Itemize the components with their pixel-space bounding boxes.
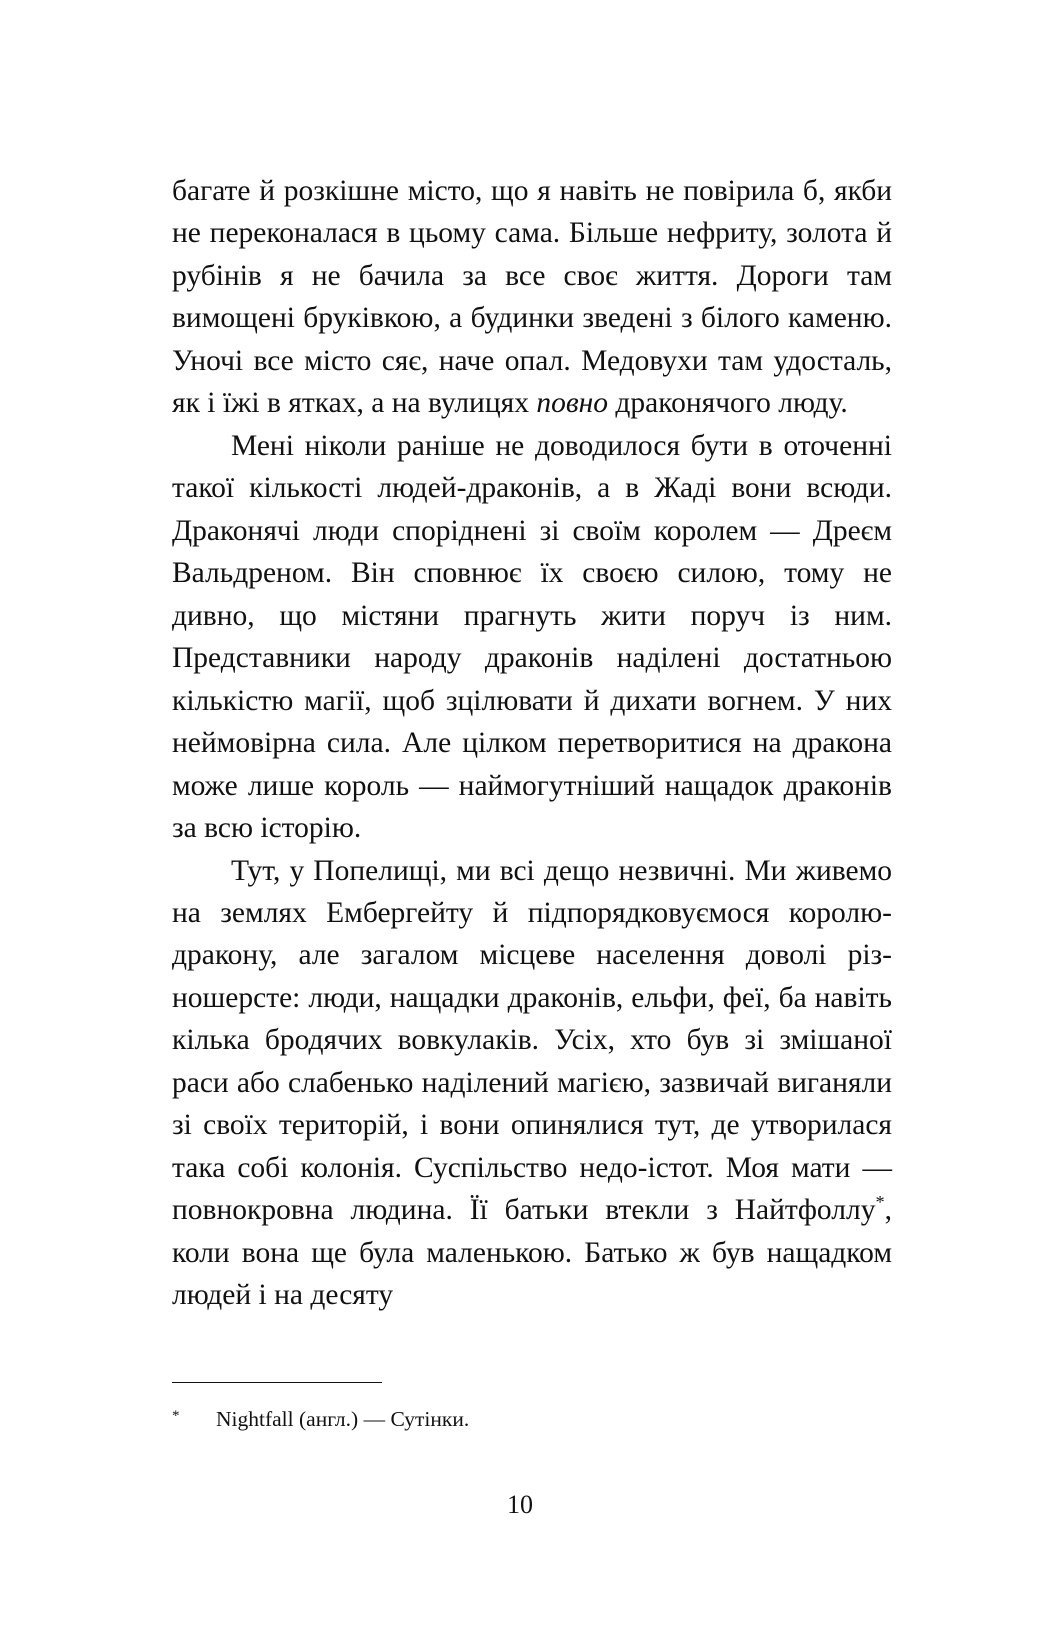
footnote-reference-marker: * <box>875 1192 885 1213</box>
footnote-text: Nightfall (англ.) — Сутінки. <box>216 1406 470 1431</box>
paragraph-1-part-1: багате й розкішне місто, що я навіть не повірила б, якби не переконалася в цьому сама. Більше нефриту, золота й рубінів я не бачила за все своє життя. Дороги там вимощені бруківкою, а будинки зведені з білого каменю. Уночі все місто сяє, наче опал. Медовухи там удосталь, як і їжі в ятках, а на вулицях <box>172 175 892 420</box>
footnote-area <box>172 1382 892 1434</box>
paragraph-2-text: Мені ніколи раніше не доводилося бути в оточенні такої кількості людей-драконів, а в Жаді вони всюди. Драконячі люди споріднені зі своїм королем — Дреєм Вальдреном. Він сповнює їх своєю силою, тому не дивно, що містяни прагнуть жити поруч із ним. Представники народу драконів наділені достатньою кількістю магії, щоб зцілювати й дихати вогнем. У них неймовірна сила. Але цілком перетворитися на дракона може лише король — наймогутніший нащадок драконів за всю історію. <box>172 429 892 845</box>
paragraph-1 <box>172 170 892 425</box>
paragraph-3-part-1: Тут, у Попелищі, ми всі дещо незвичні. Ми живемо на землях Ембергейту й підпорядковуємося королю-дракону, але загалом місцеве населення доволі різношерсте: люди, нащадки драконів, ельфи, феї, ба навіть кілька бродячих вовкулаків. Усіх, хто був зі змішаної раси або слабенько наділений магією, зазвичай виганяли зі своїх територій, і вони опинялися тут, де утворилася така собі колонія. Суспільство недо-істот. Моя мати — повнокровна людина. Її батьки втекли з Найтфоллу <box>172 854 892 1227</box>
paragraph-1-part-2: драконячого люду. <box>608 387 848 420</box>
page-body <box>172 170 892 1317</box>
page-number: 10 <box>507 1490 533 1519</box>
footnote-item <box>172 1405 892 1434</box>
emphasis-povno: повно <box>536 387 609 420</box>
footnote-separator-rule <box>172 1382 382 1383</box>
footnote-marker: * <box>172 1407 180 1424</box>
paragraph-3 <box>172 850 892 1317</box>
paragraph-2 <box>172 425 892 850</box>
paragraph-3-part-2: , коли вона ще була маленькою. Батько ж був нащадком людей і на десяту <box>172 1194 892 1312</box>
